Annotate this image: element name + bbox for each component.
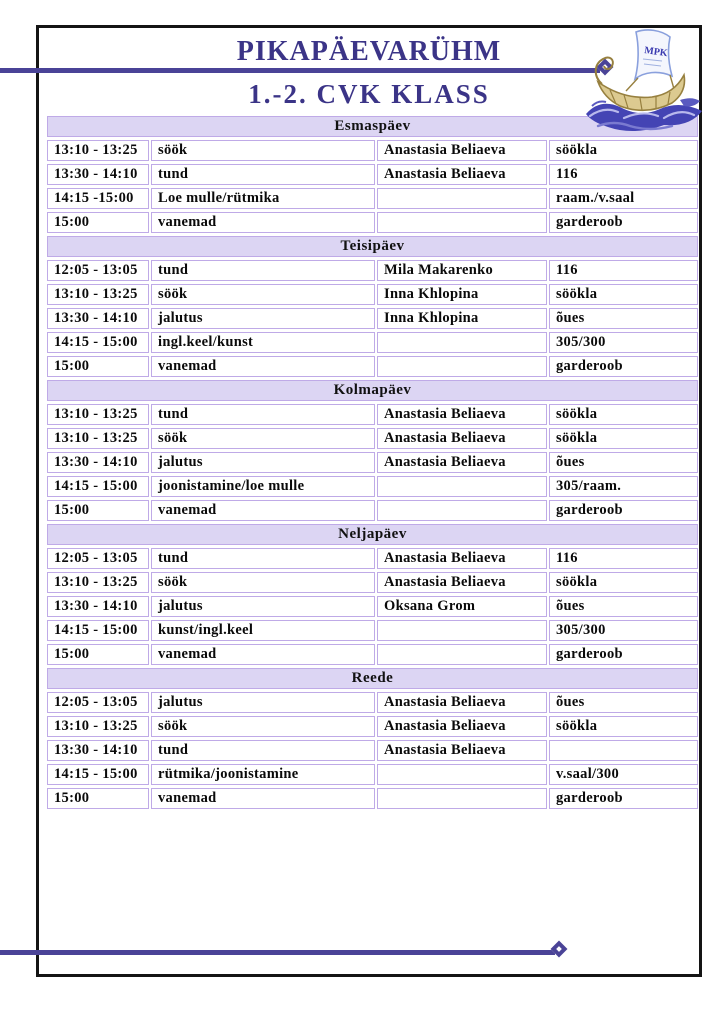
cell-room: söökla	[549, 716, 698, 737]
cell-time: 14:15 - 15:00	[47, 764, 149, 785]
schedule-row	[47, 500, 698, 521]
schedule-row	[47, 716, 698, 737]
day-header: Kolmapäev	[47, 380, 698, 401]
cell-time: 15:00	[47, 500, 149, 521]
day-band-row	[47, 668, 698, 689]
cell-room: õues	[549, 692, 698, 713]
cell-activity: vanemad	[151, 788, 375, 809]
cell-teacher	[377, 332, 547, 353]
cell-time: 14:15 - 15:00	[47, 332, 149, 353]
schedule-row	[47, 620, 698, 641]
cell-activity: tund	[151, 260, 375, 281]
cell-activity: jalutus	[151, 692, 375, 713]
cell-teacher	[377, 764, 547, 785]
cell-activity: tund	[151, 164, 375, 185]
cell-room: õues	[549, 308, 698, 329]
top-accent-line	[0, 68, 600, 73]
cell-room: söökla	[549, 284, 698, 305]
schedule-row	[47, 572, 698, 593]
schedule-table	[45, 113, 700, 812]
schedule-row	[47, 404, 698, 425]
cell-teacher: Oksana Grom	[377, 596, 547, 617]
cell-teacher	[377, 500, 547, 521]
cell-teacher	[377, 212, 547, 233]
cell-time: 13:10 - 13:25	[47, 404, 149, 425]
day-band-row	[47, 524, 698, 545]
cell-room: 305/raam.	[549, 476, 698, 497]
cell-activity: tund	[151, 404, 375, 425]
cell-teacher: Anastasia Beliaeva	[377, 452, 547, 473]
cell-room: õues	[549, 452, 698, 473]
bottom-accent-line	[0, 950, 555, 955]
cell-activity: tund	[151, 740, 375, 761]
cell-room: 116	[549, 260, 698, 281]
cell-room: v.saal/300	[549, 764, 698, 785]
cell-teacher: Anastasia Beliaeva	[377, 164, 547, 185]
day-band-row	[47, 236, 698, 257]
schedule-row	[47, 188, 698, 209]
cell-teacher	[377, 356, 547, 377]
cell-room: garderoob	[549, 788, 698, 809]
cell-activity: vanemad	[151, 212, 375, 233]
cell-teacher: Anastasia Beliaeva	[377, 140, 547, 161]
day-header: Esmaspäev	[47, 116, 698, 137]
cell-activity: Loe mulle/rütmika	[151, 188, 375, 209]
schedule-row	[47, 428, 698, 449]
cell-activity: söök	[151, 716, 375, 737]
schedule-row	[47, 788, 698, 809]
schedule-row	[47, 692, 698, 713]
schedule-row	[47, 140, 698, 161]
cell-activity: vanemad	[151, 644, 375, 665]
schedule-row	[47, 284, 698, 305]
day-header: Reede	[47, 668, 698, 689]
cell-time: 13:10 - 13:25	[47, 572, 149, 593]
cell-teacher: Anastasia Beliaeva	[377, 692, 547, 713]
schedule-row	[47, 644, 698, 665]
viking-ship-logo-icon	[584, 26, 708, 140]
schedule-row	[47, 476, 698, 497]
cell-time: 13:30 - 14:10	[47, 596, 149, 617]
schedule-row	[47, 548, 698, 569]
cell-teacher	[377, 620, 547, 641]
schedule-row	[47, 356, 698, 377]
schedule-row	[47, 764, 698, 785]
cell-room: 305/300	[549, 620, 698, 641]
schedule-row	[47, 164, 698, 185]
cell-time: 15:00	[47, 788, 149, 809]
cell-time: 12:05 - 13:05	[47, 692, 149, 713]
cell-time: 15:00	[47, 644, 149, 665]
cell-room: raam./v.saal	[549, 188, 698, 209]
cell-time: 13:30 - 14:10	[47, 308, 149, 329]
cell-time: 15:00	[47, 356, 149, 377]
cell-time: 13:10 - 13:25	[47, 284, 149, 305]
cell-time: 12:05 - 13:05	[47, 548, 149, 569]
cell-activity: vanemad	[151, 356, 375, 377]
cell-activity: söök	[151, 428, 375, 449]
cell-time: 12:05 - 13:05	[47, 260, 149, 281]
cell-room: garderoob	[549, 356, 698, 377]
cell-time: 14:15 - 15:00	[47, 476, 149, 497]
day-band-row	[47, 380, 698, 401]
cell-activity: kunst/ingl.keel	[151, 620, 375, 641]
cell-teacher: Inna Khlopina	[377, 284, 547, 305]
cell-room	[549, 740, 698, 761]
cell-activity: jalutus	[151, 452, 375, 473]
cell-time: 13:30 - 14:10	[47, 164, 149, 185]
schedule-row	[47, 260, 698, 281]
cell-room: 116	[549, 548, 698, 569]
cell-room: söökla	[549, 140, 698, 161]
cell-teacher: Anastasia Beliaeva	[377, 716, 547, 737]
cell-activity: söök	[151, 572, 375, 593]
schedule-row	[47, 596, 698, 617]
cell-activity: tund	[151, 548, 375, 569]
sail-text: MPK	[643, 45, 669, 60]
cell-room: garderoob	[549, 644, 698, 665]
cell-activity: vanemad	[151, 500, 375, 521]
cell-time: 13:10 - 13:25	[47, 428, 149, 449]
cell-activity: söök	[151, 140, 375, 161]
cell-room: söökla	[549, 428, 698, 449]
cell-time: 14:15 - 15:00	[47, 620, 149, 641]
cell-activity: ingl.keel/kunst	[151, 332, 375, 353]
cell-activity: söök	[151, 284, 375, 305]
cell-room: söökla	[549, 572, 698, 593]
cell-teacher	[377, 788, 547, 809]
cell-teacher	[377, 476, 547, 497]
cell-time: 13:10 - 13:25	[47, 716, 149, 737]
cell-teacher: Mila Makarenko	[377, 260, 547, 281]
schedule-body	[47, 116, 698, 809]
cell-activity: jalutus	[151, 596, 375, 617]
cell-teacher	[377, 644, 547, 665]
cell-activity: jalutus	[151, 308, 375, 329]
schedule-row	[47, 740, 698, 761]
schedule-row	[47, 452, 698, 473]
cell-teacher: Anastasia Beliaeva	[377, 428, 547, 449]
cell-room: 116	[549, 164, 698, 185]
cell-activity: joonistamine/loe mulle	[151, 476, 375, 497]
page-subtitle: 1.-2. CVK KLASS	[248, 79, 490, 109]
cell-teacher: Anastasia Beliaeva	[377, 548, 547, 569]
cell-time: 13:30 - 14:10	[47, 452, 149, 473]
cell-time: 15:00	[47, 212, 149, 233]
cell-room: söökla	[549, 404, 698, 425]
cell-room: 305/300	[549, 332, 698, 353]
day-header: Neljapäev	[47, 524, 698, 545]
cell-activity: rütmika/joonistamine	[151, 764, 375, 785]
schedule-row	[47, 212, 698, 233]
day-header: Teisipäev	[47, 236, 698, 257]
cell-teacher: Anastasia Beliaeva	[377, 740, 547, 761]
cell-time: 14:15 -15:00	[47, 188, 149, 209]
cell-room: garderoob	[549, 212, 698, 233]
schedule-row	[47, 332, 698, 353]
cell-teacher	[377, 188, 547, 209]
page-title: PIKAPÄEVARÜHM	[236, 36, 502, 67]
schedule-row	[47, 308, 698, 329]
cell-time: 13:10 - 13:25	[47, 140, 149, 161]
cell-room: õues	[549, 596, 698, 617]
cell-room: garderoob	[549, 500, 698, 521]
cell-teacher: Inna Khlopina	[377, 308, 547, 329]
cell-time: 13:30 - 14:10	[47, 740, 149, 761]
cell-teacher: Anastasia Beliaeva	[377, 404, 547, 425]
cell-teacher: Anastasia Beliaeva	[377, 572, 547, 593]
